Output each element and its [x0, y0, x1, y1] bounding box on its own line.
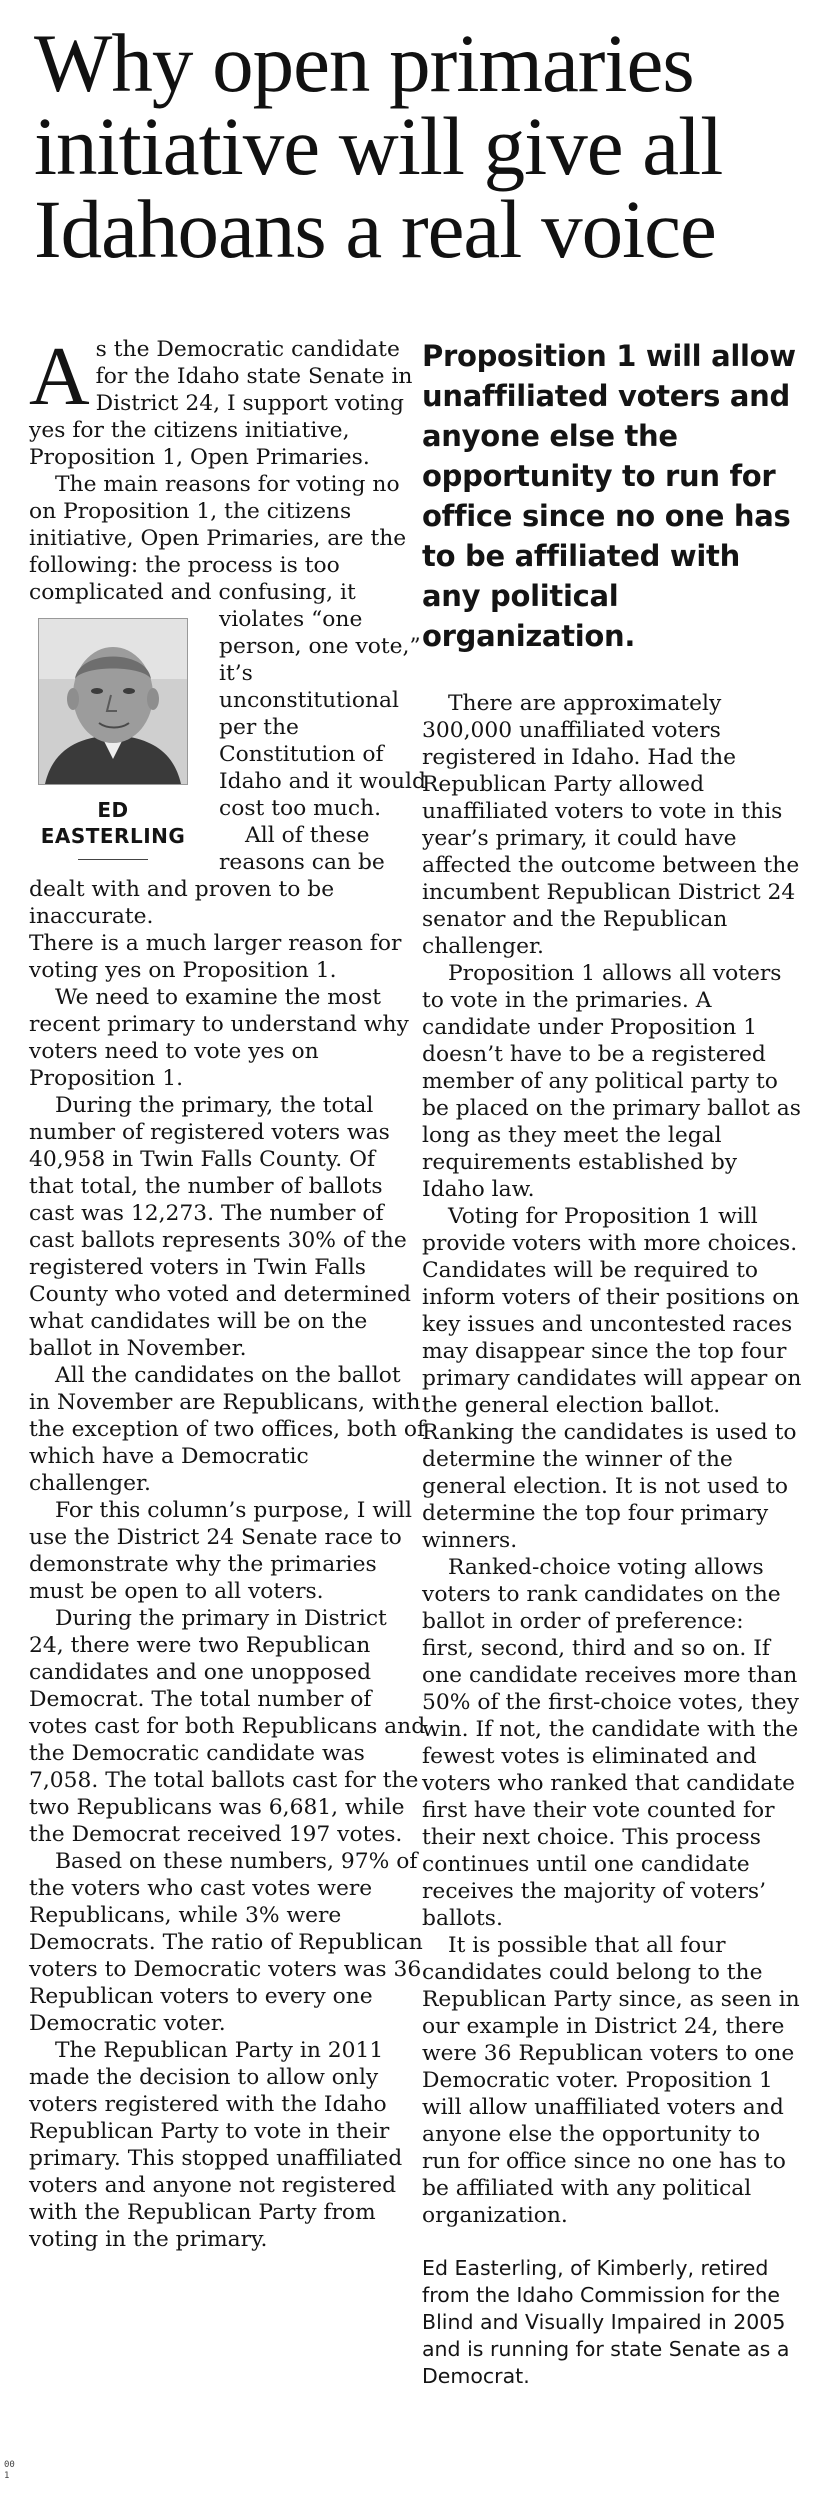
paragraph: There is a much larger reason for voting yes on Proposition 1. [29, 931, 402, 983]
paragraph: We need to examine the most recent primary to understand why voters need to vote yes on Proposition 1. [29, 985, 409, 1091]
paragraph-text: s the Democratic candidate for the Idaho state Senate in District 24, I support voting yes for the citizens initiative, Proposition 1, Open Primaries. [29, 337, 413, 470]
author-divider [78, 859, 148, 860]
pull-quote: Proposition 1 will allow unaffiliated voters and anyone else the opportunity to run for office since no one has to be affiliated with any political organization. [422, 339, 796, 653]
drop-cap: A [29, 330, 90, 423]
author-box [29, 618, 197, 860]
paragraph: For this column’s purpose, I will use the District 24 Senate race to demonstrate why the primaries must be open to all voters. [29, 1498, 412, 1604]
page-number: 00 1 [4, 2460, 15, 2481]
paragraph: During the primary, the total number of registered voters was 40,958 in Twin Falls County. Of that total, the number of ballots cast was 12,273. The number of cast ballots represents 30% of the registered voters in Twin Falls County who voted and determined what candidates will be on the ballot in November. [29, 1093, 411, 1361]
paragraph [29, 330, 426, 471]
left-column [29, 330, 426, 2253]
paragraph: The main reasons for voting no on Proposition 1, the citizens initiative, Open Primaries, are the following: the process is too complicated and confusing, it [29, 472, 407, 605]
right-column [422, 336, 802, 2390]
paragraph: Ranked-choice voting allows voters to rank candidates on the ballot in order of preference: first, second, third and so on. If one candidate receives more than 50% of the first-choice votes, they win. If not, the candidate with the fewest votes is eliminated and voters who ranked that candidate first have their vote counted for their next choice. This process continues until one candidate receives the majority of voters’ ballots. [422, 1555, 799, 1931]
paragraph: All of these reasons can be dealt with and proven to be inaccurate. [29, 823, 385, 929]
author-name-first: ED [97, 798, 129, 822]
author-portrait-icon [39, 619, 187, 784]
paragraph: violates “one person, one vote,” it’s unconstitutional per the Constitution of Idaho and it would cost too much. [219, 607, 426, 821]
paragraph: Based on these numbers, 97% of the voters who cast votes were Republicans, while 3% were Democrats. The ratio of Republican voters to Democratic voters was 36 Republican voters to every one Democratic voter. [29, 1849, 423, 2036]
author-name-last: EASTERLING [40, 824, 186, 848]
paragraph: There are approximately 300,000 unaffiliated voters registered in Idaho. Had the Republican Party allowed unaffiliated voters to vote in this year’s primary, it could have affected the outcome between the incumbent Republican District 24 senator and the Republican challenger. [422, 691, 800, 959]
headline: Why open primaries initiative will give all Idahoans a real voice [34, 17, 723, 275]
paragraph: It is possible that all four candidates could belong to the Republican Party since, as seen in our example in District 24, there were 36 Republican voters to one Democratic voter. Proposition 1 will allow unaffiliated voters and anyone else the opportunity to run for office since no one has to be affiliated with any political organization. [422, 1933, 800, 2228]
paragraph: During the primary in District 24, there were two Republican candidates and one unopposed Democrat. The total number of votes cast for both Republicans and the Democratic candidate was 7,058. The total ballots cast for the two Republicans was 6,681, while the Democrat received 197 votes. [29, 1606, 426, 1847]
paragraph: Voting for Proposition 1 will provide voters with more choices. Candidates will be required to inform voters of their positions on key issues and uncontested races may disappear since the top four primary candidates will appear on the general election ballot. Ranking the candidates is used to determine the winner of the general election. It is not used to determine the top four primary winners. [422, 1204, 802, 1553]
paragraph: All the candidates on the ballot in November are Republicans, with the exception of two offices, both of which have a Democratic challenger. [29, 1363, 426, 1496]
author-photo [38, 618, 188, 785]
paragraph: Proposition 1 allows all voters to vote in the primaries. A candidate under Proposition 1 doesn’t have to be a registered member of any political party to be placed on the primary ballot as long as they meet the legal requirements established by Idaho law. [422, 961, 801, 1202]
paragraph: The Republican Party in 2011 made the decision to allow only voters registered with the Idaho Republican Party to vote in their primary. This stopped unaffiliated voters and anyone not registered with the Republican Party from voting in the primary. [29, 2038, 403, 2252]
author-bio: Ed Easterling, of Kimberly, retired from the Idaho Commission for the Blind and Visually Impaired in 2005 and is running for state Senate as a Democrat. [422, 2256, 790, 2388]
